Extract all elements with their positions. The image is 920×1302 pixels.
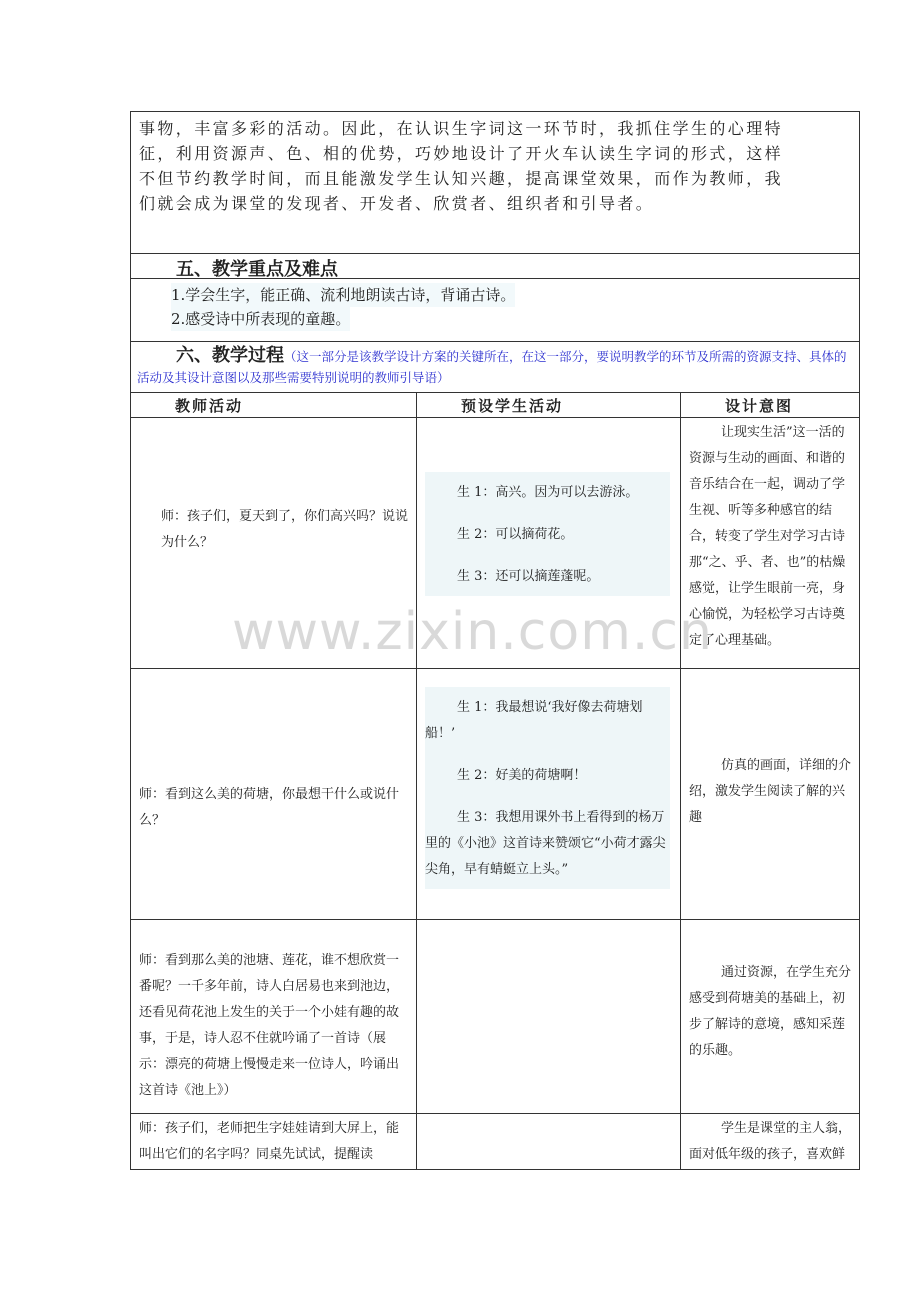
- section5-title: 五、教学重点及难点: [176, 259, 338, 280]
- table-row: [131, 418, 860, 669]
- document-page: [130, 111, 859, 1170]
- header-teacher: 教师活动: [175, 397, 244, 415]
- student-response: 生 3：还可以摘莲蓬呢。: [457, 569, 600, 584]
- lesson-plan-table: [130, 111, 860, 1170]
- goals-list: [131, 279, 859, 341]
- student-activity: [425, 472, 670, 596]
- student-response: 生 3：我想用课外书上看得到的杨万里的《小池》这首诗来赞颂它“小荷才露尖尖角，早有蜻蜓立上头。”: [425, 810, 666, 877]
- student-response: 生 2：可以摘荷花。: [457, 527, 574, 542]
- table-row: [131, 920, 860, 1114]
- section5-heading-row: [131, 254, 860, 279]
- goal-item: 2.感受诗中所表现的童趣。: [171, 307, 350, 331]
- goal-item: 1.学会生字，能正确、流利地朗读古诗，背诵古诗。: [171, 283, 515, 307]
- watermark: www.zixin.com.cn: [232, 602, 713, 662]
- student-response: 生 2：好美的荷塘啊！: [457, 768, 587, 783]
- student-response: 生 1：我最想说‘我好像去荷塘划船！’: [425, 700, 643, 741]
- header-design: 设计意图: [725, 397, 794, 415]
- design-intent: 仿真的画面，详细的介绍，激发学生阅读了解的兴趣: [689, 758, 852, 825]
- teacher-activity: 师：看到那么美的池塘、莲花，谁不想欣赏一番呢？一千多年前，诗人白居易也来到池边，还看见荷花池上发生的关于一个小娃有趣的故事，于是，诗人忍不住就吟诵了一首诗（展示：漂亮的荷塘上慢慢走来一位诗人，吟诵出这首诗《池上》）: [139, 953, 400, 1098]
- section6-block: [131, 342, 859, 392]
- teacher-activity: 师：孩子们，夏天到了，你们高兴吗？说说为什么？: [161, 509, 409, 550]
- header-student: 预设学生活动: [461, 397, 564, 415]
- teacher-activity: 师：孩子们，老师把生字娃娃请到大屏上，能叫出它们的名字吗？同桌先试试，提醒读: [139, 1121, 400, 1162]
- student-response: 生 1：高兴。因为可以去游泳。: [457, 485, 639, 500]
- section5-goals-row: [131, 279, 860, 342]
- section6-heading-row: [131, 342, 860, 393]
- section6-title: 六、教学过程: [176, 345, 284, 366]
- column-header-row: [131, 393, 860, 418]
- table-row: [131, 669, 860, 920]
- section6-note: （这一部分是该教学设计方案的关键所在，在这一部分，要说明教学的环节及所需的资源支持、具体的活动及其设计意图以及那些需要特别说明的教师引导语）: [137, 349, 847, 385]
- intro-paragraph: 事物，丰富多彩的活动。因此，在认识生字词这一环节时，我抓住学生的心理特征，利用资源声、色、相的优势，巧妙地设计了开火车认读生字词的形式，这样不但节约教学时间，而且能激发学生认知兴趣，提高课堂效果，而作为教师，我们就会成为课堂的发现者、开发者、欣赏者、组织者和引导者。: [139, 119, 784, 213]
- design-intent: 学生是课堂的主人翁，面对低年级的孩子，喜欢鲜: [689, 1121, 852, 1162]
- intro-row: [131, 112, 860, 254]
- teacher-activity: 师：看到这么美的荷塘，你最想干什么或说什么？: [139, 787, 400, 828]
- student-activity: [425, 687, 670, 889]
- table-row: [131, 1114, 860, 1170]
- design-intent: 通过资源，在学生充分感受到荷塘美的基础上，初步了解诗的意境，感知采莲的乐趣。: [689, 965, 852, 1058]
- design-intent: 让现实生活”这一活的资源与生动的画面、和谐的音乐结合在一起，调动了学生视、听等多种感官的结合，转变了学生对学习古诗那“之、乎、者、也”的枯燥感觉，让学生眼前一亮，身心愉悦，为轻松学习古诗奠定了心理基础。: [689, 425, 846, 648]
